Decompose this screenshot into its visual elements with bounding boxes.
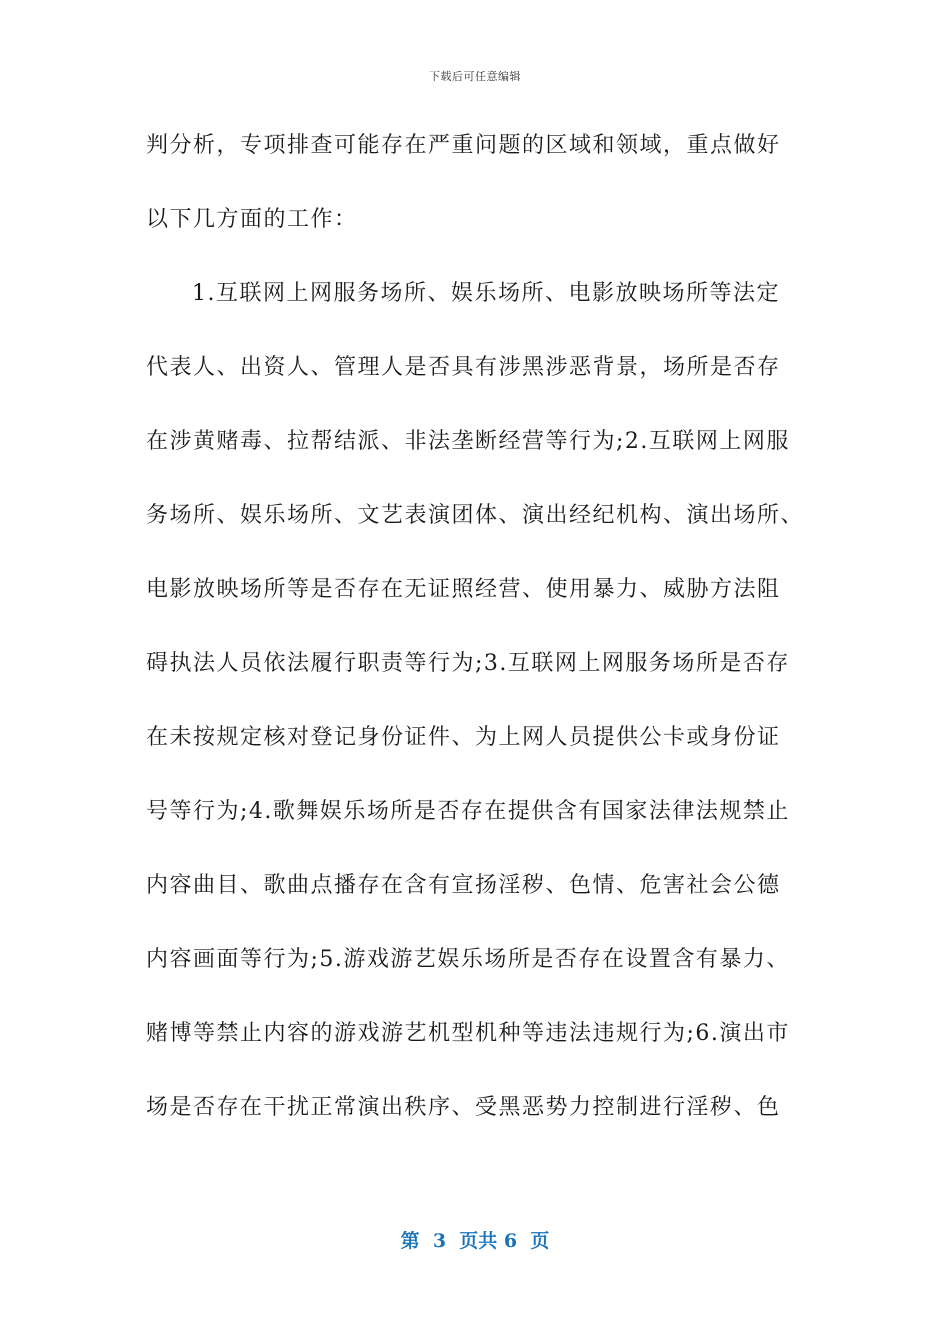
text-line: 在涉黄赌毒、拉帮结派、非法垄断经营等行为;2.互联网上网服 [146, 429, 790, 454]
header-note: 下载后可任意编辑 [429, 70, 521, 83]
text-line: 电影放映场所等是否存在无证照经营、使用暴力、威胁方法阻 [146, 577, 781, 602]
text-line: 内容画面等行为;5.游戏游艺娱乐场所是否存在设置含有暴力、 [146, 947, 790, 972]
text-line: 碍执法人员依法履行职责等行为;3.互联网上网服务场所是否存 [146, 651, 790, 676]
text-line: 号等行为;4.歌舞娱乐场所是否存在提供含有国家法律法规禁止 [146, 799, 790, 824]
text-line: 在未按规定核对登记身份证件、为上网人员提供公卡或身份证 [146, 725, 781, 750]
text-line: 务场所、娱乐场所、文艺表演团体、演出经纪机构、演出场所、 [146, 503, 805, 528]
text-line: 内容曲目、歌曲点播存在含有宣扬淫秽、色情、危害社会公德 [146, 873, 781, 898]
text-line: 1.互联网上网服务场所、娱乐场所、电影放映场所等法定 [192, 281, 780, 306]
text-line: 赌博等禁止内容的游戏游艺机型机种等违法违规行为;6.演出市 [146, 1021, 790, 1046]
page-number-footer: 第 3 页共 6 页 [400, 1230, 550, 1252]
text-line: 以下几方面的工作： [146, 207, 358, 232]
text-line: 场是否存在干扰正常演出秩序、受黑恶势力控制进行淫秽、色 [146, 1095, 781, 1120]
text-line: 判分析，专项排查可能存在严重问题的区域和领域，重点做好 [146, 133, 781, 158]
text-line: 代表人、出资人、管理人是否具有涉黑涉恶背景，场所是否存 [146, 355, 781, 380]
body-text [146, 124, 806, 1160]
